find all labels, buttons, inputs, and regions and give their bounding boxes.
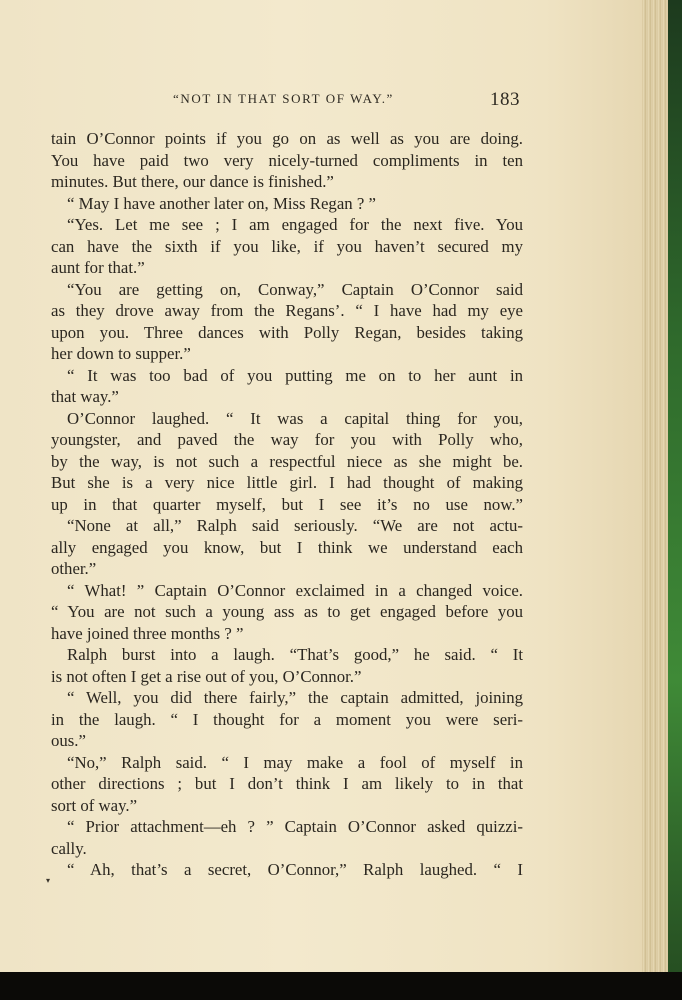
running-head <box>0 89 642 109</box>
text-line: You have paid two very nicely-turned compliments in ten <box>51 150 523 170</box>
text-line: “ It was too bad of you putting me on to her aunt in <box>67 365 523 385</box>
text-line: ous.” <box>51 731 86 750</box>
text-line: as they drove away from the Regans’. “ I have had my eye <box>51 301 523 320</box>
running-title: “NOT IN THAT SORT OF WAY.” <box>173 91 394 106</box>
text-line: is not often I get a rise out of you, O’Connor.” <box>51 666 362 686</box>
text-line: O’Connor laughed. “ It was a capital thing for you, <box>67 408 523 428</box>
text-line: But she is a very nice little girl. I had thought of making <box>51 473 523 492</box>
text-line: “Yes. Let me see ; I am engaged for the next five. You <box>67 215 523 234</box>
text-line: minutes. But there, our dance is finished.” <box>51 172 334 191</box>
text-line: “ What! ” Captain O’Connor exclaimed in a changed voice. <box>67 580 523 600</box>
text-line: “ Ah, that’s a secret, O’Connor,” Ralph laughed. “ I <box>67 860 523 879</box>
page-edge <box>642 0 668 972</box>
text-line: ally engaged you know, but I think we understand each <box>51 537 523 557</box>
text-line: sort of way.” <box>51 795 138 815</box>
text-line: “ Well, you did there fairly,” the captain admitted, joining <box>67 688 523 707</box>
text-line: “No,” Ralph said. “ I may make a fool of myself in <box>67 752 523 772</box>
text-line: that way.” <box>51 387 119 406</box>
text-line: “ May I have another later on, Miss Regan ? ” <box>67 193 376 213</box>
text-line: youngster, and paved the way for you with Polly who, <box>51 430 523 449</box>
body-text <box>51 128 523 881</box>
text-line: “You are getting on, Conway,” Captain O’Connor said <box>67 279 523 299</box>
text-line: by the way, is not such a respectful niece as she might be. <box>51 451 523 471</box>
text-line: other directions ; but I don’t think I am likely to in that <box>51 774 523 793</box>
text-line: “None at all,” Ralph said seriously. “We are not actu- <box>67 516 523 535</box>
text-line: other.” <box>51 559 97 578</box>
text-line: “ You are not such a young ass as to get engaged before you <box>51 602 523 621</box>
text-line: aunt for that.” <box>51 258 145 277</box>
book-cover-edge <box>668 0 682 972</box>
text-line: can have the sixth if you like, if you haven’t secured my <box>51 236 523 256</box>
text-line: tain O’Connor points if you go on as well as you are doing. <box>51 129 523 148</box>
text-line: have joined three months ? ” <box>51 623 244 643</box>
text-line: “ Prior attachment—eh ? ” Captain O’Connor asked quizzi- <box>67 817 523 836</box>
text-line: up in that quarter myself, but I see it’s no use now.” <box>51 494 523 514</box>
margin-mark: ▾ <box>46 876 51 885</box>
text-line: cally. <box>51 838 87 858</box>
scan-border <box>0 972 682 1000</box>
page-number: 183 <box>490 89 520 110</box>
text-line: Ralph burst into a laugh. “That’s good,” he said. “ It <box>67 645 523 664</box>
text-line: her down to supper.” <box>51 344 191 363</box>
text-line: upon you. Three dances with Polly Regan, besides taking <box>51 322 523 342</box>
text-line: in the laugh. “ I thought for a moment you were seri- <box>51 709 523 729</box>
